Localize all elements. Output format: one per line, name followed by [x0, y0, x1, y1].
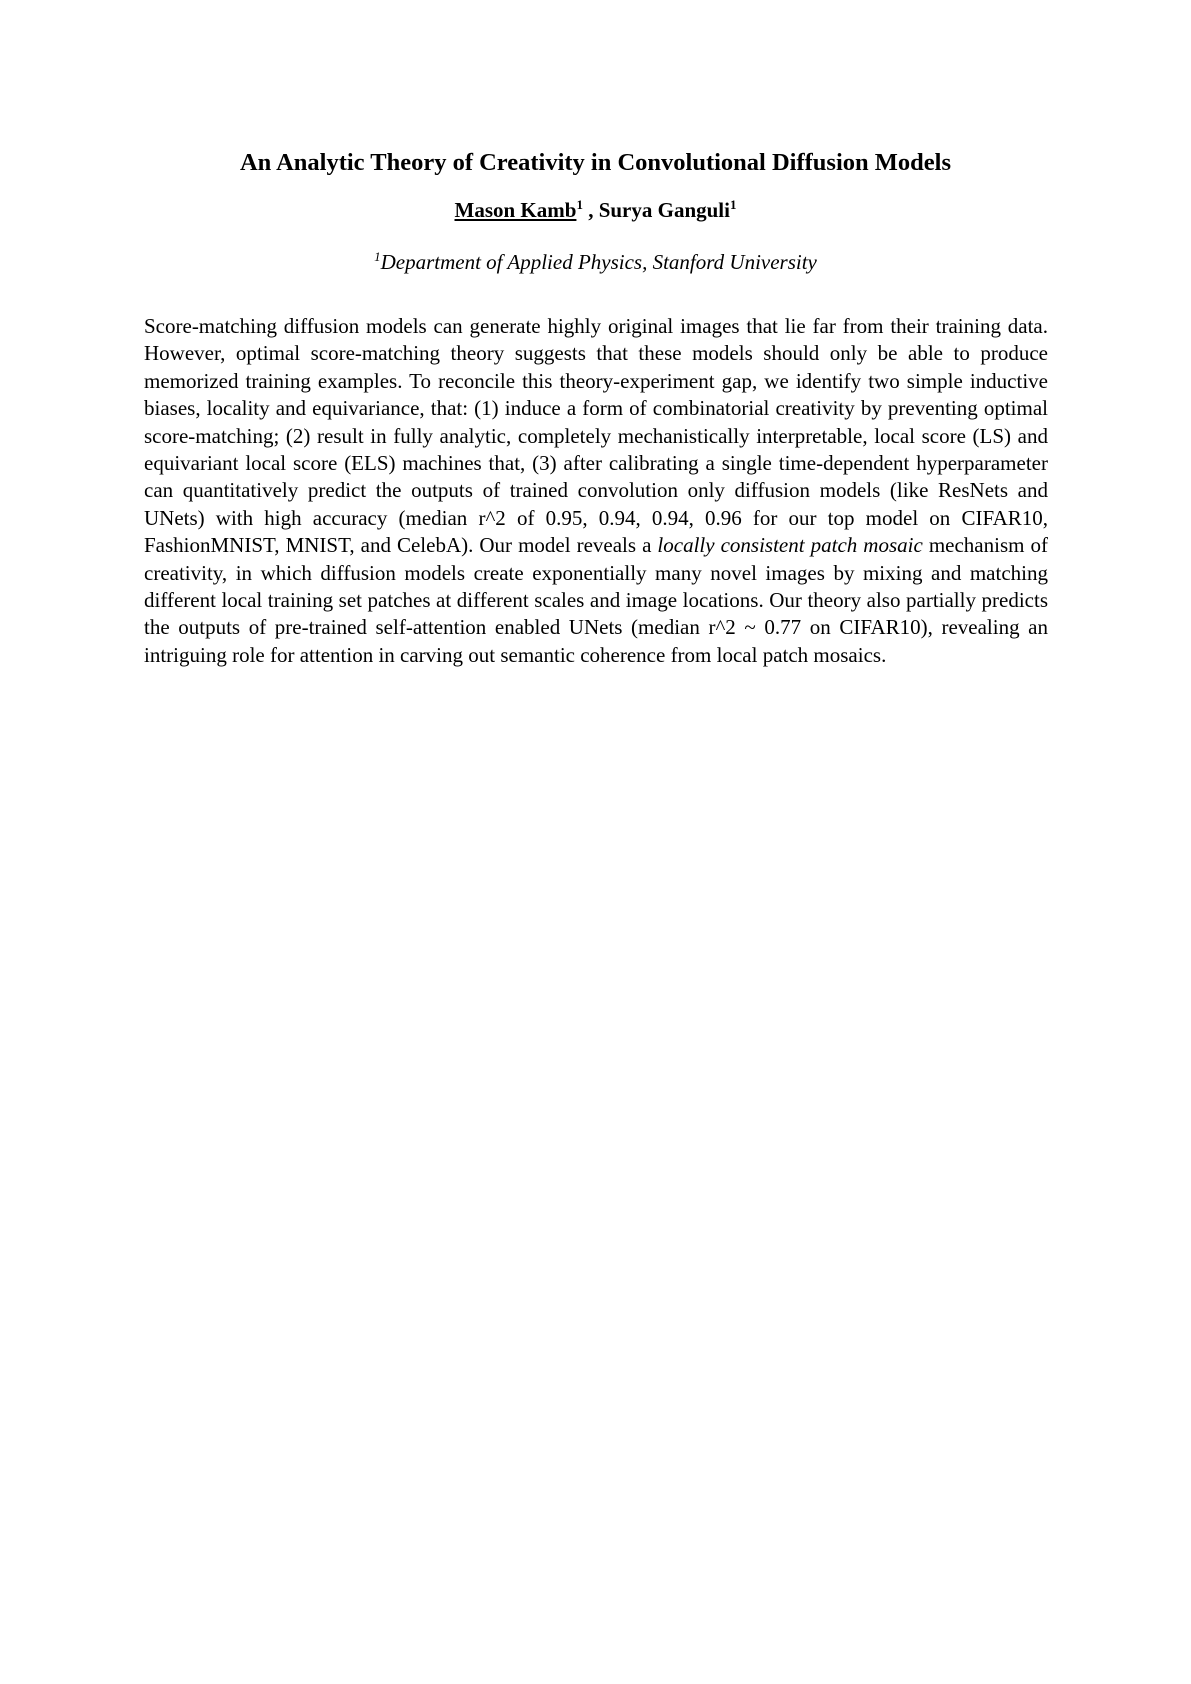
abstract-text: Score-matching diffusion models can generate highly original images that lie far from their training data. However, optimal score-matching theory suggests that these models should only be able to produce memorized training examples. To reconcile this theory-experiment gap, we identify two simple inductive biases, locality and equivariance, that: (1) induce a form of combinatorial creativity by preventing optimal score-matching; (2) result in fully analytic, completely mechanistically interpretable, local score (LS) and equivariant local score (ELS) machines that, (3) after calibrating a single time-dependent hyperparameter can quantitatively predict the outputs of trained convolution only diffusion models (like ResNets and UNets) with high accuracy (median r^2 of 0.95, 0.94, 0.94, 0.96 for our top model on CIFAR10, FashionMNIST, MNIST, and CelebA). Our model reveals a — [144, 314, 1048, 558]
author-name: Surya Ganguli — [598, 198, 730, 222]
affiliation-text: Department of Applied Physics, Stanford University — [380, 250, 817, 274]
abstract-emphasis: locally consistent patch mosaic — [657, 533, 923, 558]
author-separator: , — [582, 198, 599, 222]
affiliation-mark: 1 — [576, 197, 583, 212]
affiliation — [0, 249, 1191, 275]
affiliation-mark: 1 — [729, 197, 737, 212]
affiliation-mark: 1 — [374, 249, 381, 264]
abstract-text: mechanism of creativity, in which diffusion models create exponentially many novel images by mixing and matching different local training set patches at different scales and image locations. Our theory also partially predicts the outputs of pre-trained self-attention enabled UNets (median r^2 ~ 0.77 on CIFAR10), revealing an intriguing role for attention in carving out semantic coherence from local patch mosaics. — [144, 533, 1048, 667]
paper-title: An Analytic Theory of Creativity in Convolutional Diffusion Models — [239, 149, 951, 176]
author-list — [0, 197, 1191, 223]
author-name-presenting: Mason Kamb — [454, 198, 577, 222]
abstract-body — [144, 313, 1048, 669]
